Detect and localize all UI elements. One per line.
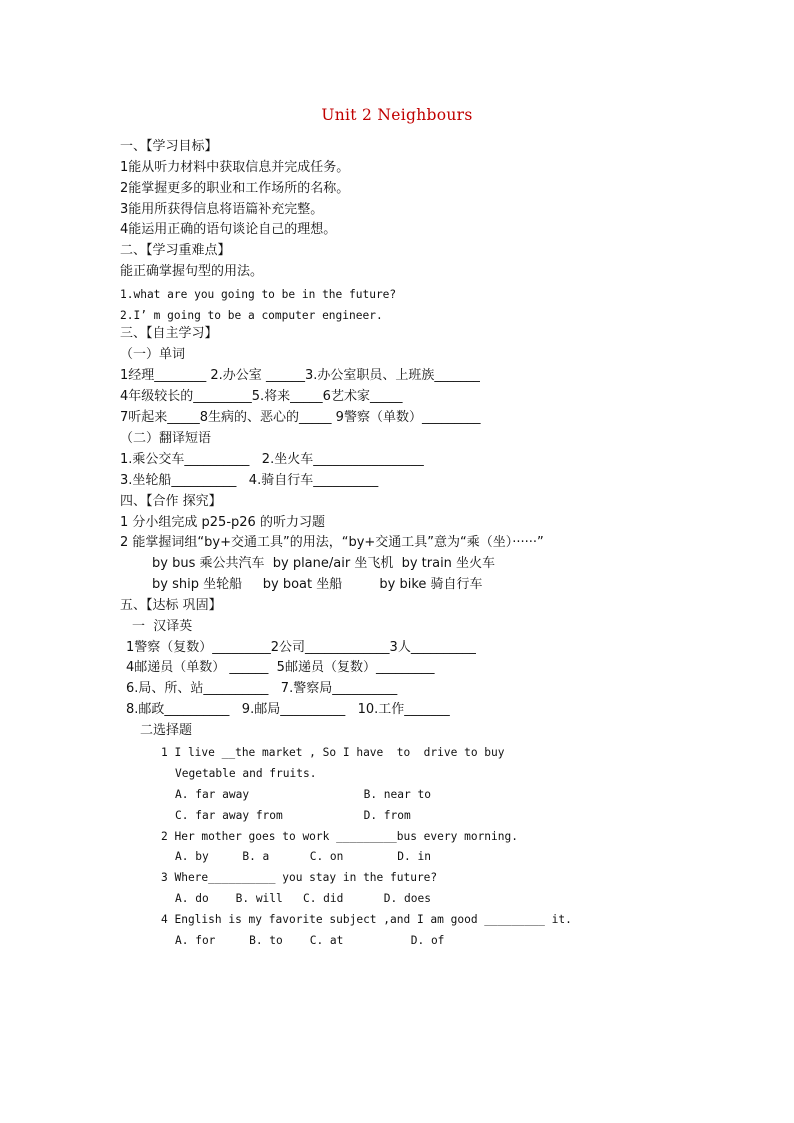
question-2-options: A. by B. a C. on D. in bbox=[175, 850, 431, 863]
transport-line-1: by bus 乘公共汽车 by plane/air 坐飞机 by train 坐火车 bbox=[152, 556, 496, 571]
objective-1: 1能从听力材料中获取信息并完成任务。 bbox=[120, 160, 350, 175]
phrase-line-2: 3.坐轮船__________ 4.骑自行车__________ bbox=[120, 473, 379, 488]
question-1-options-1: A. far away B. near to bbox=[175, 788, 431, 801]
key-point-intro: 能正确掌握句型的用法。 bbox=[120, 264, 264, 279]
objective-4: 4能运用正确的语句谈论自己的理想。 bbox=[120, 222, 337, 237]
section-heading-1: 一、【学习目标】 bbox=[120, 139, 218, 154]
translate-heading: 一 汉译英 bbox=[132, 619, 193, 634]
choice-heading: 二选择题 bbox=[140, 723, 193, 738]
objective-3: 3能用所获得信息将语篇补充完整。 bbox=[120, 202, 324, 217]
question-1-options-2: C. far away from D. from bbox=[175, 809, 411, 822]
key-point-sentence-2: 2.I’ m going to be a computer engineer. bbox=[120, 309, 383, 322]
word-line-3: 7听起来_____8生病的、恶心的_____ 9警察（单数）_________ bbox=[120, 410, 481, 425]
question-2-line-1: 2 Her mother goes to work _________bus every morning. bbox=[161, 830, 518, 843]
objective-2: 2能掌握更多的职业和工作场所的名称。 bbox=[120, 181, 350, 196]
section-heading-2: 二、【学习重难点】 bbox=[120, 243, 231, 258]
question-4-line-1: 4 English is my favorite subject ,and I am good _________ it. bbox=[161, 913, 572, 926]
phrase-line-1: 1.乘公交车__________ 2.坐火车_________________ bbox=[120, 452, 424, 467]
transport-line-2: by ship 坐轮船 by boat 坐船 by bike 骑自行车 bbox=[152, 577, 483, 592]
explore-item-2: 2 能掌握词组“by+交通工具”的用法，“by+交通工具”意为“乘（坐）······” bbox=[120, 535, 544, 550]
question-3-options: A. do B. will C. did D. does bbox=[175, 892, 431, 905]
question-4-options: A. for B. to C. at D. of bbox=[175, 934, 445, 947]
page-title: Unit 2 Neighbours bbox=[321, 106, 473, 124]
word-line-1: 1经理________ 2.办公室 ______3.办公室职员、上班族_______ bbox=[120, 368, 480, 383]
question-1-line-2: Vegetable and fruits. bbox=[175, 767, 317, 780]
subsection-words: （一）单词 bbox=[120, 347, 186, 362]
question-1-line-1: 1 I live __the market , So I have to drive to buy bbox=[161, 746, 505, 759]
translate-line-1: 1警察（复数）_________2公司_____________3人__________ bbox=[126, 640, 476, 655]
key-point-sentence-1: 1.what are you going to be in the future? bbox=[120, 288, 397, 301]
translate-line-3: 6.局、所、站__________ 7.警察局__________ bbox=[126, 681, 398, 696]
section-heading-3: 三、【自主学习】 bbox=[120, 326, 218, 341]
section-heading-5: 五、【达标 巩固】 bbox=[120, 598, 222, 613]
translate-line-2: 4邮递员（单数） ______ 5邮递员（复数）_________ bbox=[126, 660, 435, 675]
word-line-2: 4年级较长的_________5.将来_____6艺术家_____ bbox=[120, 389, 403, 404]
translate-line-4: 8.邮政__________ 9.邮局__________ 10.工作_______ bbox=[126, 702, 450, 717]
explore-item-1: 1 分小组完成 p25-p26 的听力习题 bbox=[120, 515, 325, 530]
question-3-line-1: 3 Where__________ you stay in the future? bbox=[161, 871, 438, 884]
subsection-phrases: （二）翻译短语 bbox=[120, 431, 212, 446]
section-heading-4: 四、【合作 探究】 bbox=[120, 494, 222, 509]
